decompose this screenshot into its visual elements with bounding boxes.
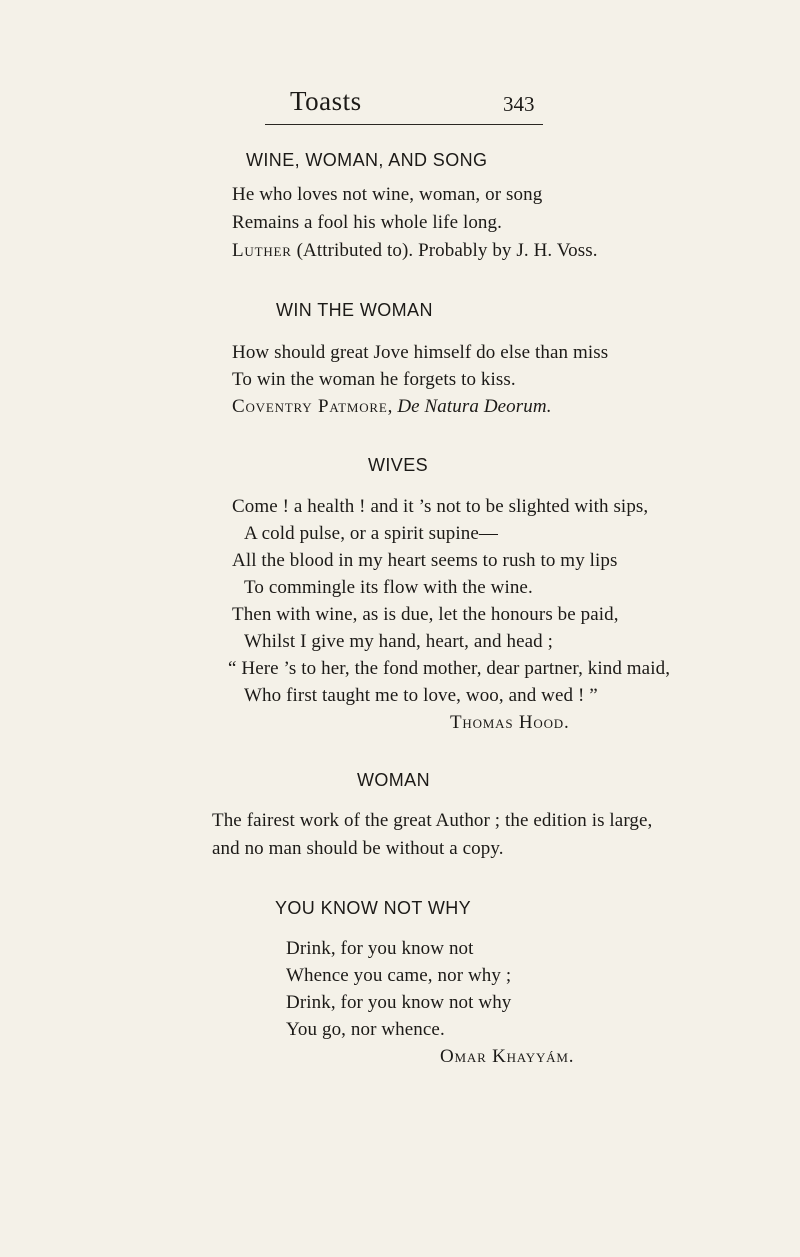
attribution-author: Omar Khayyám.: [440, 1046, 575, 1067]
verse-line: “ Here ’s to her, the fond mother, dear partner, kind maid,: [228, 658, 671, 679]
attribution: [232, 396, 552, 418]
attribution-note: (Attributed to). Probably by J. H. Voss.: [291, 240, 598, 261]
verse-line: All the blood in my heart seems to rush to my lips: [232, 550, 618, 571]
verse-line: Remains a fool his whole life long.: [232, 212, 502, 233]
verse-line: You go, nor whence.: [286, 1019, 445, 1040]
attribution-author: Luther: [232, 240, 292, 261]
running-head: [0, 80, 800, 120]
prose-line: The fairest work of the great Author ; the edition is large,: [212, 810, 653, 831]
section-title: WIN THE WOMAN: [276, 300, 433, 320]
section-title: WINE, WOMAN, AND SONG: [246, 150, 488, 170]
verse-line: Then with wine, as is due, let the honours be paid,: [232, 604, 619, 625]
attribution-author: Thomas Hood.: [450, 712, 570, 733]
section-title: WIVES: [368, 455, 429, 475]
section-title: WOMAN: [357, 770, 430, 790]
prose-line: and no man should be without a copy.: [212, 838, 504, 859]
verse-line: Come ! a health ! and it ’s not to be slighted with sips,: [232, 496, 649, 517]
attribution-separator: ,: [387, 396, 398, 417]
verse-line: To win the woman he forgets to kiss.: [232, 369, 516, 390]
verse-line: Who first taught me to love, woo, and wed ! ”: [244, 685, 598, 706]
attribution-work: De Natura Deorum.: [397, 396, 552, 417]
page-number: 343: [503, 92, 535, 116]
verse-line: He who loves not wine, woman, or song: [232, 184, 543, 205]
verse-line: To commingle its flow with the wine.: [244, 577, 533, 598]
section-title: YOU KNOW NOT WHY: [275, 898, 472, 918]
header-rule: [265, 124, 543, 125]
running-title: Toasts: [290, 86, 362, 116]
attribution-author: Coventry Patmore: [232, 396, 388, 417]
verse-line: Drink, for you know not why: [286, 992, 512, 1013]
attribution: [232, 240, 598, 262]
verse-line: Drink, for you know not: [286, 938, 474, 959]
verse-line: Whence you came, nor why ;: [286, 965, 512, 986]
verse-line: How should great Jove himself do else than miss: [232, 342, 609, 363]
verse-line: A cold pulse, or a spirit supine—: [244, 523, 498, 544]
verse-line: Whilst I give my hand, heart, and head ;: [244, 631, 553, 652]
